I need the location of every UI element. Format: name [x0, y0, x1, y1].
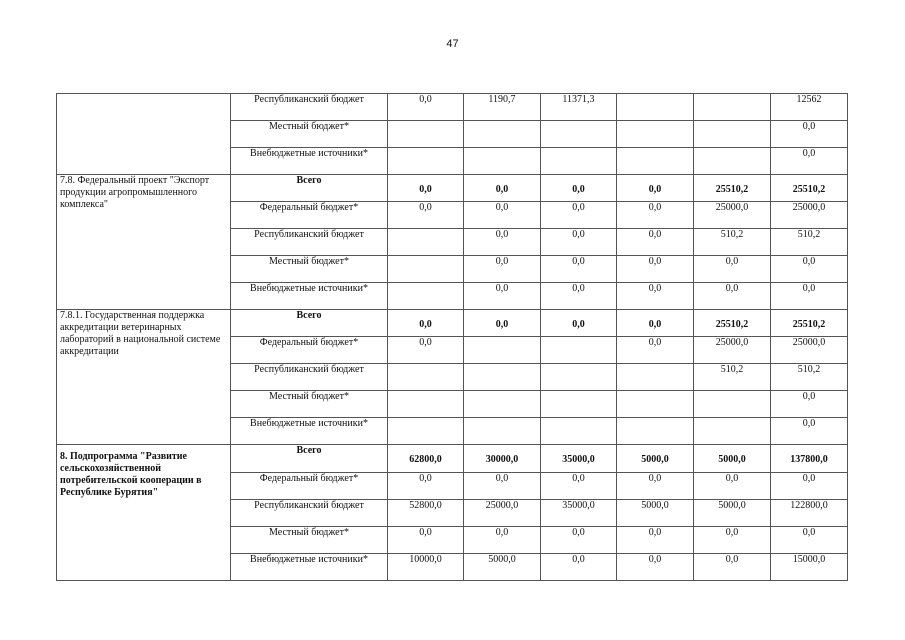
- value-cell: 0,0: [694, 554, 771, 581]
- value-cell: 62800,0: [388, 445, 464, 473]
- value-cell: [464, 364, 541, 391]
- value-cell: [617, 148, 694, 175]
- funding-source-cell: Всего: [231, 445, 388, 473]
- budget-table: [56, 93, 848, 581]
- value-cell: [464, 121, 541, 148]
- table-row: [57, 94, 848, 121]
- value-cell: 25510,2: [771, 175, 848, 202]
- value-cell: 0,0: [771, 148, 848, 175]
- funding-source-cell: Всего: [231, 310, 388, 337]
- value-cell: 0,0: [388, 175, 464, 202]
- value-cell: 0,0: [464, 256, 541, 283]
- value-cell: 15000,0: [771, 554, 848, 581]
- value-cell: [388, 229, 464, 256]
- value-cell: 0,0: [771, 256, 848, 283]
- value-cell: [617, 418, 694, 445]
- value-cell: 0,0: [464, 202, 541, 229]
- value-cell: 35000,0: [541, 500, 617, 527]
- value-cell: [541, 391, 617, 418]
- value-cell: 12562: [771, 94, 848, 121]
- value-cell: 11371,3: [541, 94, 617, 121]
- value-cell: 0,0: [464, 283, 541, 310]
- value-cell: 0,0: [464, 473, 541, 500]
- value-cell: [388, 364, 464, 391]
- value-cell: 0,0: [694, 256, 771, 283]
- funding-source-cell: Республиканский бюджет: [231, 229, 388, 256]
- value-cell: 0,0: [617, 256, 694, 283]
- program-name-cell: [57, 94, 231, 175]
- value-cell: 0,0: [617, 310, 694, 337]
- value-cell: 0,0: [771, 418, 848, 445]
- program-name-cell: 8. Подпрограмма "Развитие сельскохозяйственной потребительской кооперации в Республике Бурятия": [57, 445, 231, 581]
- value-cell: 510,2: [771, 229, 848, 256]
- value-cell: [541, 337, 617, 364]
- funding-source-cell: Внебюджетные источники*: [231, 418, 388, 445]
- value-cell: 25000,0: [771, 337, 848, 364]
- funding-source-cell: Республиканский бюджет: [231, 364, 388, 391]
- program-name-cell: 7.8. Федеральный проект "Экспорт продукции агропромышленного комплекса": [57, 175, 231, 310]
- value-cell: 0,0: [771, 527, 848, 554]
- value-cell: [694, 121, 771, 148]
- value-cell: 25000,0: [694, 337, 771, 364]
- value-cell: [694, 94, 771, 121]
- value-cell: 0,0: [541, 283, 617, 310]
- value-cell: 25000,0: [771, 202, 848, 229]
- value-cell: 0,0: [388, 310, 464, 337]
- value-cell: [464, 391, 541, 418]
- value-cell: 0,0: [541, 175, 617, 202]
- value-cell: 510,2: [694, 364, 771, 391]
- funding-source-cell: Республиканский бюджет: [231, 500, 388, 527]
- value-cell: 5000,0: [464, 554, 541, 581]
- value-cell: 5000,0: [617, 500, 694, 527]
- value-cell: [464, 148, 541, 175]
- value-cell: 35000,0: [541, 445, 617, 473]
- value-cell: 0,0: [694, 527, 771, 554]
- value-cell: 0,0: [617, 554, 694, 581]
- value-cell: 52800,0: [388, 500, 464, 527]
- value-cell: 0,0: [464, 175, 541, 202]
- table-row: [57, 175, 848, 202]
- value-cell: [464, 337, 541, 364]
- funding-source-cell: Местный бюджет*: [231, 527, 388, 554]
- value-cell: 0,0: [617, 283, 694, 310]
- value-cell: 0,0: [388, 94, 464, 121]
- value-cell: [617, 121, 694, 148]
- value-cell: [617, 94, 694, 121]
- value-cell: [541, 121, 617, 148]
- value-cell: [388, 256, 464, 283]
- value-cell: 122800,0: [771, 500, 848, 527]
- value-cell: 5000,0: [694, 445, 771, 473]
- funding-source-cell: Всего: [231, 175, 388, 202]
- value-cell: [388, 418, 464, 445]
- value-cell: 30000,0: [464, 445, 541, 473]
- value-cell: 510,2: [771, 364, 848, 391]
- value-cell: 0,0: [617, 175, 694, 202]
- value-cell: [388, 391, 464, 418]
- value-cell: 0,0: [771, 121, 848, 148]
- program-name-cell: 7.8.1. Государственная поддержка аккредитации ветеринарных лабораторий в национальной системе аккредитации: [57, 310, 231, 445]
- funding-source-cell: Внебюджетные источники*: [231, 148, 388, 175]
- value-cell: 0,0: [771, 283, 848, 310]
- value-cell: [694, 391, 771, 418]
- value-cell: 0,0: [541, 310, 617, 337]
- value-cell: 0,0: [694, 473, 771, 500]
- value-cell: 0,0: [617, 202, 694, 229]
- table-row: [57, 445, 848, 473]
- funding-source-cell: Внебюджетные источники*: [231, 283, 388, 310]
- value-cell: [388, 121, 464, 148]
- value-cell: 0,0: [617, 527, 694, 554]
- value-cell: [464, 418, 541, 445]
- funding-source-cell: Федеральный бюджет*: [231, 337, 388, 364]
- value-cell: 0,0: [541, 229, 617, 256]
- value-cell: [617, 391, 694, 418]
- value-cell: 0,0: [771, 391, 848, 418]
- table-row: [57, 310, 848, 337]
- value-cell: 1190,7: [464, 94, 541, 121]
- value-cell: 10000,0: [388, 554, 464, 581]
- funding-source-cell: Местный бюджет*: [231, 391, 388, 418]
- value-cell: 0,0: [388, 473, 464, 500]
- value-cell: [541, 148, 617, 175]
- value-cell: 0,0: [771, 473, 848, 500]
- value-cell: 0,0: [617, 229, 694, 256]
- funding-source-cell: Внебюджетные источники*: [231, 554, 388, 581]
- value-cell: 0,0: [388, 202, 464, 229]
- value-cell: 0,0: [541, 473, 617, 500]
- value-cell: 0,0: [541, 202, 617, 229]
- value-cell: 5000,0: [694, 500, 771, 527]
- value-cell: [388, 283, 464, 310]
- value-cell: 25000,0: [694, 202, 771, 229]
- value-cell: 25000,0: [464, 500, 541, 527]
- value-cell: [694, 418, 771, 445]
- value-cell: 0,0: [694, 283, 771, 310]
- value-cell: 0,0: [464, 229, 541, 256]
- value-cell: 0,0: [464, 527, 541, 554]
- value-cell: [617, 364, 694, 391]
- value-cell: 5000,0: [617, 445, 694, 473]
- funding-source-cell: Местный бюджет*: [231, 256, 388, 283]
- value-cell: [541, 418, 617, 445]
- value-cell: 25510,2: [694, 310, 771, 337]
- value-cell: 0,0: [388, 337, 464, 364]
- value-cell: [388, 148, 464, 175]
- funding-source-cell: Местный бюджет*: [231, 121, 388, 148]
- funding-source-cell: Федеральный бюджет*: [231, 473, 388, 500]
- value-cell: 0,0: [617, 473, 694, 500]
- value-cell: 0,0: [464, 310, 541, 337]
- value-cell: 0,0: [541, 256, 617, 283]
- value-cell: 0,0: [541, 527, 617, 554]
- value-cell: 25510,2: [694, 175, 771, 202]
- value-cell: 510,2: [694, 229, 771, 256]
- value-cell: 0,0: [541, 554, 617, 581]
- funding-source-cell: Федеральный бюджет*: [231, 202, 388, 229]
- value-cell: 25510,2: [771, 310, 848, 337]
- value-cell: 0,0: [617, 337, 694, 364]
- value-cell: 137800,0: [771, 445, 848, 473]
- value-cell: [694, 148, 771, 175]
- page-number: 47: [446, 38, 459, 50]
- funding-source-cell: Республиканский бюджет: [231, 94, 388, 121]
- value-cell: [541, 364, 617, 391]
- value-cell: 0,0: [388, 527, 464, 554]
